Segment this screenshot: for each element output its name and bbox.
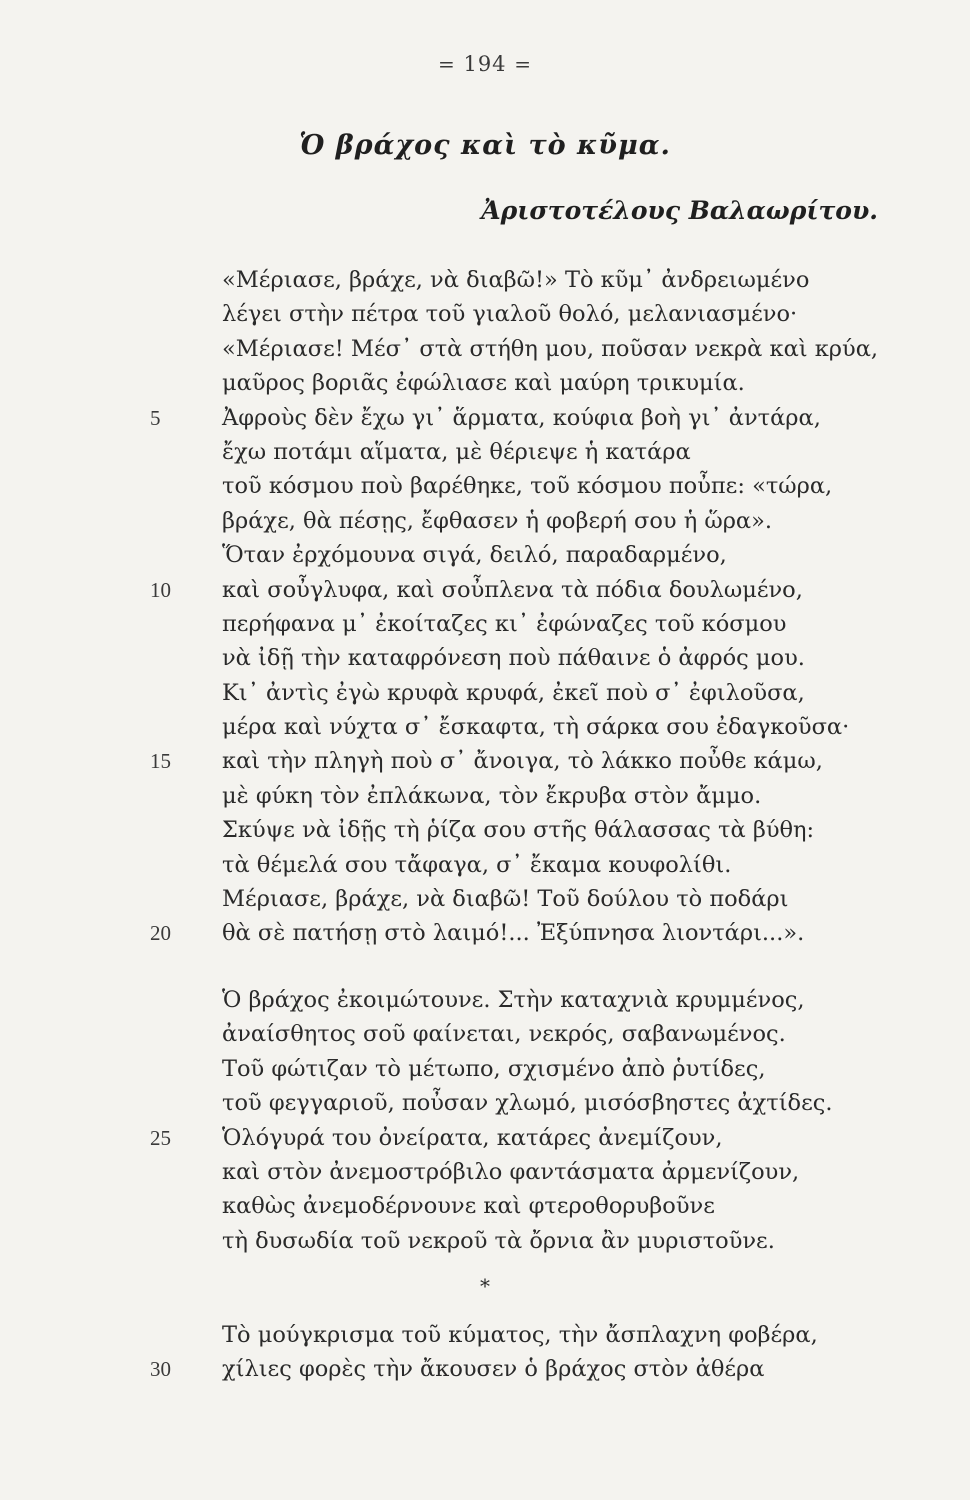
line-text: τοῦ φεγγαριοῦ, ποὖσαν χλωμό, μισόσβηστες ἀχτίδες. <box>222 1090 833 1117</box>
line-text: βράχε, θὰ πέσῃς, ἔφθασεν ἡ φοβερή σου ἡ ὥρα». <box>222 507 773 534</box>
poem-line <box>0 401 970 435</box>
poem-line <box>0 744 970 778</box>
line-text: τὴ δυσωδία τοῦ νεκροῦ τὰ ὄρνια ἂν μυριστοῦνε. <box>222 1227 775 1254</box>
poem-line <box>0 504 970 538</box>
poem-line <box>0 676 970 710</box>
line-number: 10 <box>150 577 171 602</box>
line-text: «Μέριασε! Μέσ᾽ στὰ στήθη μου, ποῦσαν νεκρὰ καὶ κρύα, <box>222 335 879 362</box>
line-text: Ὅταν ἐρχόμουνα σιγά, δειλό, παραδαρμένο, <box>222 542 727 569</box>
line-text: ἀναίσθητος σοῦ φαίνεται, νεκρός, σαβανωμένος. <box>222 1021 786 1048</box>
page-number-value: 194 <box>463 52 507 76</box>
line-number: 20 <box>150 921 171 946</box>
stanza-1 <box>0 263 970 951</box>
poem-line <box>0 573 970 607</box>
line-text: Ὁ βράχος ἐκοιμώτουνε. Στὴν καταχνιὰ κρυμμένος, <box>222 987 805 1013</box>
line-text: καὶ σοὖγλυφα, καὶ σοὖπλενα τὰ πόδια δουλωμένο, <box>222 576 803 603</box>
poem-line <box>0 435 970 469</box>
line-text: Σκύψε νὰ ἰδῇς τὴ ῥίζα σου στῆς θάλασσας τὰ βύθη: <box>222 817 815 844</box>
line-text: μέρα καὶ νύχτα σ᾽ ἔσκαφτα, τὴ σάρκα σου ἐδαγκοῦσα· <box>222 714 850 741</box>
line-number: 25 <box>150 1125 171 1150</box>
line-text: «Μέριασε, βράχε, νὰ διαβῶ!» Τὸ κῦμ᾽ ἀνδρειωμένο <box>222 267 810 293</box>
line-text: θὰ σὲ πατήσῃ στὸ λαιμό!... Ἐξύπνησα λιοντάρι...». <box>222 920 805 947</box>
poem-line <box>0 983 970 1017</box>
poem-line <box>0 813 970 847</box>
line-text: Μέριασε, βράχε, νὰ διαβῶ! Τοῦ δούλου τὸ ποδάρι <box>222 886 789 913</box>
poem-line <box>0 366 970 400</box>
line-text: Κι᾽ ἀντὶς ἐγὼ κρυφὰ κρυφά, ἐκεῖ ποὺ σ᾽ ἐφιλοῦσα, <box>222 679 805 706</box>
stanza-2 <box>0 983 970 1258</box>
line-number: 15 <box>150 749 171 774</box>
poem-author: Ἀριστοτέλους Βαλαωρίτου. <box>481 196 878 225</box>
page-number <box>0 52 970 76</box>
line-text: τὰ θέμελά σου τἄφαγα, σ᾽ ἔκαμα κουφολίθι. <box>222 851 732 878</box>
poem-line <box>0 916 970 950</box>
poem-line <box>0 710 970 744</box>
poem-line <box>0 1121 970 1155</box>
line-text: καθὼς ἀνεμοδέρνουνε καὶ φτεροθορυβοῦνε <box>222 1193 715 1220</box>
stanza-3 <box>0 1318 970 1387</box>
line-number: 5 <box>150 405 161 430</box>
poem-line <box>0 1155 970 1189</box>
poem-line <box>0 469 970 503</box>
poem-line <box>0 1352 970 1386</box>
poem-line <box>0 1086 970 1120</box>
poem-line <box>0 1189 970 1223</box>
poem-line <box>0 607 970 641</box>
page-number-dash-right: = <box>514 52 532 76</box>
poem-line <box>0 882 970 916</box>
line-text: ἔχω ποτάμι αἵματα, μὲ θέριεψε ἡ κατάρα <box>222 438 691 465</box>
poem-line <box>0 779 970 813</box>
line-text: Τοῦ φώτιζαν τὸ μέτωπο, σχισμένο ἀπὸ ῥυτίδες, <box>222 1055 766 1082</box>
stanza-separator: * <box>480 1274 490 1298</box>
line-text: τοῦ κόσμου ποὺ βαρέθηκε, τοῦ κόσμου ποὖπε: «τώρα, <box>222 473 833 500</box>
line-text: χίλιες φορὲς τὴν ἄκουσεν ὁ βράχος στὸν ἀθέρα <box>222 1356 765 1383</box>
line-text: νὰ ἰδῇ τὴν καταφρόνεση ποὺ πάθαινε ὁ ἀφρός μου. <box>222 645 805 672</box>
line-text: λέγει στὴν πέτρα τοῦ γιαλοῦ θολό, μελανιασμένο· <box>222 301 798 328</box>
line-text: Ὁλόγυρά του ὀνείρατα, κατάρες ἀνεμίζουν, <box>222 1124 723 1151</box>
line-text: Ἀφροὺς δὲν ἔχω γι᾽ ἅρματα, κούφια βοὴ γι᾽ ἀντάρα, <box>222 404 821 431</box>
line-text: περήφανα μ᾽ ἐκοίταζες κι᾽ ἐφώναζες τοῦ κόσμου <box>222 610 787 637</box>
line-text: καὶ στὸν ἀνεμοστρόβιλο φαντάσματα ἀρμενίζουν, <box>222 1158 800 1185</box>
poem-line <box>0 263 970 297</box>
poem-line <box>0 641 970 675</box>
line-text: Τὸ μούγκρισμα τοῦ κύματος, τὴν ἄσπλαχνη φοβέρα, <box>222 1322 818 1348</box>
line-text: καὶ τὴν πληγὴ ποὺ σ᾽ ἄνοιγα, τὸ λάκκο ποὖθε κάμω, <box>222 748 823 775</box>
line-number: 30 <box>150 1357 171 1382</box>
poem-line <box>0 1052 970 1086</box>
poem-line <box>0 1224 970 1258</box>
page-number-dash-left: = <box>438 52 456 76</box>
line-text: μαῦρος βοριᾶς ἐφώλιασε καὶ μαύρη τρικυμία. <box>222 370 745 397</box>
poem-line <box>0 1017 970 1051</box>
poem-line <box>0 332 970 366</box>
poem-line <box>0 1318 970 1352</box>
poem-line <box>0 297 970 331</box>
poem-title: Ὁ βράχος καὶ τὸ κῦμα. <box>299 130 671 161</box>
poem-line <box>0 848 970 882</box>
line-text: μὲ φύκη τὸν ἐπλάκωνα, τὸν ἔκρυβα στὸν ἄμμο. <box>222 782 762 809</box>
poem-line <box>0 538 970 572</box>
